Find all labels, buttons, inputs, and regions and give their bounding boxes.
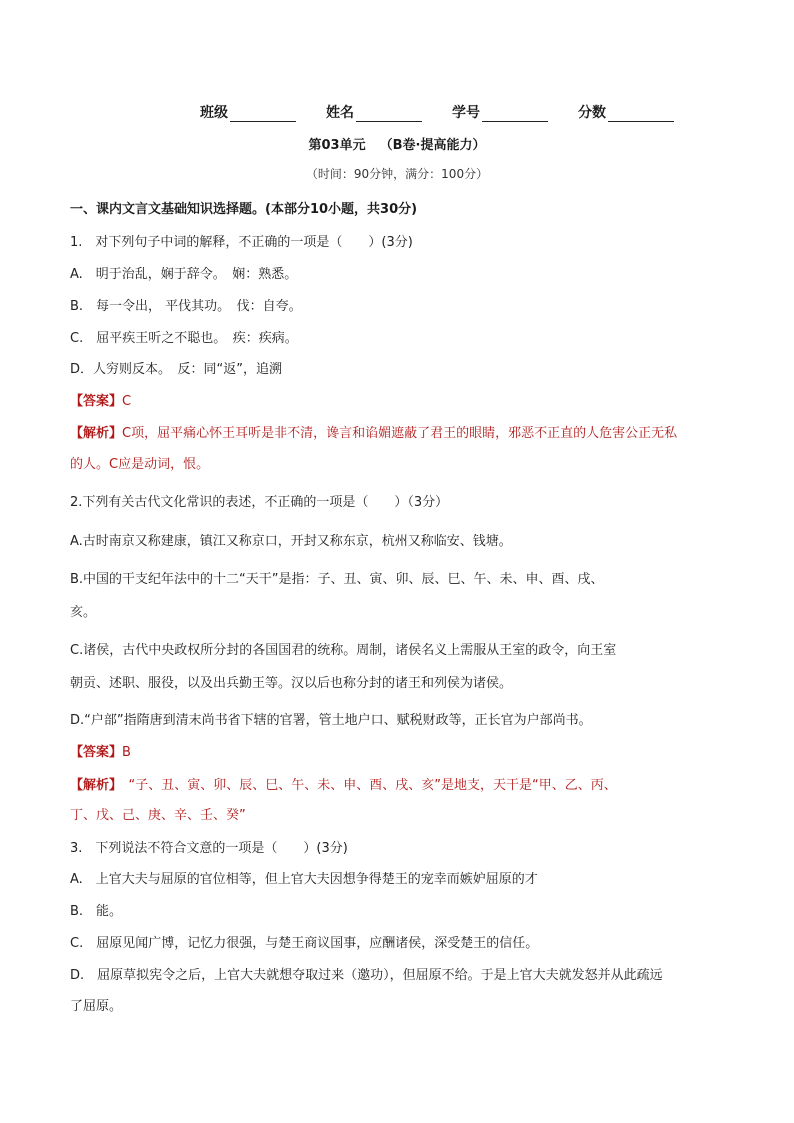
student-id-label: 学号: [452, 105, 480, 121]
q2-analysis-line2: 丁、戊、己、庚、辛、壬、癸”: [70, 808, 246, 823]
q3-stem: 3. 下列说法不符合文意的一项是（ ）(3分): [70, 841, 348, 856]
q1-answer-value: C: [122, 394, 132, 409]
q2-option-b-line2: 亥。: [70, 605, 97, 620]
q1-analysis-text1: C项，屈平痛心怀王耳听是非不清，谗言和谄媚遮蔽了君王的眼睛，邪恶不正直的人危害公正无私: [122, 426, 678, 441]
q2-answer-value: B: [122, 745, 131, 760]
q3-option-d-line1: D. 屈原草拟宪令之后，上官大夫就想夺取过来（邀功），但屈原不给。于是上官大夫就发怒并从此疏远: [70, 968, 663, 983]
student-info-header: [200, 102, 670, 122]
student-id-field: [452, 102, 548, 122]
unit-title: [0, 134, 794, 153]
q2-stem: 2.下列有关古代文化常识的表述，不正确的一项是（ ）（3分）: [70, 495, 449, 510]
q2-option-c-line2: 朝贡、述职、服役，以及出兵勤王等。汉以后也称分封的诸王和列侯为诸侯。: [70, 676, 513, 691]
q2-option-c-line1: C.诸侯，古代中央政权所分封的各国国君的统称。周制，诸侯名义上需服从王室的政令，向王室: [70, 643, 617, 658]
class-field: [200, 102, 296, 122]
score-label: 分数: [578, 105, 606, 121]
q1-option-b: B. 每一令出， 平伐其功。 伐：自夸。: [70, 299, 302, 314]
time-info: （时间：90分钟，满分：100分）: [305, 167, 489, 181]
name-label: 姓名: [326, 105, 354, 121]
q2-analysis-text1: “子、丑、寅、卯、辰、巳、午、未、申、酉、戌、亥”是地支，天干是“甲、乙、丙、: [115, 778, 617, 793]
q3-option-a: A. 上官大夫与屈原的官位相等，但上官大夫因想争得楚王的宠幸而嫉妒屈原的才: [70, 872, 538, 887]
section-title: 一、课内文言文基础知识选择题。(本部分10小题，共30分): [70, 202, 418, 217]
q2-answer-tag: 【答案】: [70, 745, 123, 760]
q1-analysis-line2: 的人。C应是动词，恨。: [70, 457, 210, 472]
q1-option-a: A. 明于治乱，娴于辞令。 娴：熟悉。: [70, 267, 298, 282]
class-label: 班级: [200, 105, 228, 121]
name-blank: [356, 107, 422, 122]
student-id-blank: [482, 107, 548, 122]
score-blank: [608, 107, 674, 122]
q1-option-d: D．人穷则反本。 反：同“返”，追溯: [70, 362, 282, 377]
unit-title-main: 第03单元: [308, 138, 366, 153]
q1-analysis-line1: [70, 422, 730, 441]
q1-option-c: C. 屈平疾王听之不聪也。 疾：疾病。: [70, 331, 298, 346]
q1-answer-tag: 【答案】: [70, 394, 123, 409]
q2-analysis-line1: [70, 774, 730, 793]
q1-answer: [70, 390, 730, 409]
q2-answer: [70, 741, 730, 760]
class-blank: [230, 107, 296, 122]
q2-option-d: D.“户部”指隋唐到清末尚书省下辖的官署，管土地户口、赋税财政等，正长官为户部尚书。: [70, 713, 592, 728]
q3-option-c: C. 屈原见闻广博，记忆力很强，与楚王商议国事，应酬诸侯，深受楚王的信任。: [70, 936, 539, 951]
q3-option-b: B. 能。: [70, 904, 123, 919]
q2-option-a: A.古时南京又称建康，镇江又称京口，开封又称东京，杭州又称临安、钱塘。: [70, 534, 512, 549]
q1-analysis-tag: 【解析】: [70, 426, 123, 441]
unit-title-sub: （B卷·提高能力）: [379, 138, 486, 153]
score-field: [578, 102, 674, 122]
q2-analysis-tag: 【解析】: [70, 778, 116, 793]
q1-stem: 1. 对下列句子中词的解释，不正确的一项是（ ）(3分): [70, 235, 413, 250]
q2-option-b-line1: B.中国的干支纪年法中的十二“天干”是指：子、丑、寅、卯、辰、巳、午、未、申、酉、戌、: [70, 572, 604, 587]
q3-option-d-line2: 了屈原。: [70, 999, 123, 1014]
name-field: [326, 102, 422, 122]
